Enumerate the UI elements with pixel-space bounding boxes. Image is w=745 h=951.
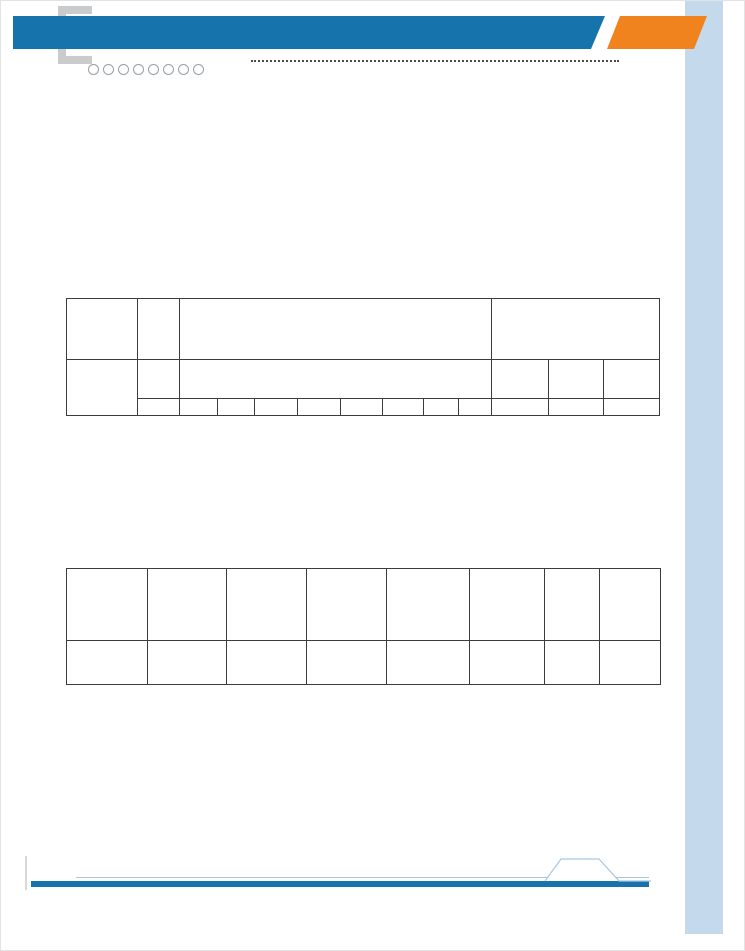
circle-decorations (88, 64, 204, 75)
circle-icon (193, 64, 204, 75)
header-pin-diameter (307, 569, 387, 641)
table-header-row (67, 299, 660, 360)
header-d7 (548, 360, 603, 399)
dimensions-table (66, 568, 661, 685)
unit-mm (548, 399, 603, 416)
sub-b1 (227, 641, 307, 685)
table-units-row (67, 399, 660, 416)
circle-icon (133, 64, 144, 75)
unit-mm (298, 399, 341, 416)
header-pin-length (387, 569, 470, 641)
circle-icon (118, 64, 129, 75)
unit-mm (383, 399, 423, 416)
header-pitch (180, 299, 491, 360)
header-std (67, 360, 138, 416)
dotted-rule (251, 52, 619, 62)
table-header-row (67, 569, 661, 641)
unit-mm (491, 399, 548, 416)
chain-diagrams (1, 1, 745, 951)
circle-icon (148, 64, 159, 75)
sub-l (387, 641, 470, 685)
table-subheader-row (67, 641, 661, 685)
header-tensile-strength (600, 569, 661, 641)
table-header-row (67, 360, 660, 399)
header-d5 (603, 360, 659, 399)
circle-icon (103, 64, 114, 75)
header-plate-thickness (545, 569, 600, 641)
header-chain-no (67, 569, 148, 641)
header-roller-dimension (491, 299, 659, 360)
header-type (138, 360, 180, 399)
right-stripe-decoration (685, 1, 723, 934)
unit-mm (180, 399, 218, 416)
header-chain-no (67, 299, 138, 360)
unit-mm (458, 399, 491, 416)
brand-logo (607, 16, 707, 49)
unit-mm (603, 399, 659, 416)
header-std (67, 641, 148, 685)
header-p (180, 360, 491, 399)
unit-mm (423, 399, 458, 416)
circle-icon (163, 64, 174, 75)
unit-mm (138, 399, 180, 416)
unit-mm (341, 399, 383, 416)
pitch-roller-table (66, 298, 660, 416)
unit-mm (218, 399, 255, 416)
header-bush-diameter (148, 569, 227, 641)
unit-mm (255, 399, 298, 416)
circle-icon (88, 64, 99, 75)
fold-mark-decoration (25, 856, 27, 890)
header-plate-depth (470, 569, 545, 641)
sub-h2 (470, 641, 545, 685)
title-banner (13, 16, 605, 49)
sub-fu (600, 641, 661, 685)
sub-t (545, 641, 600, 685)
header-d1 (491, 360, 548, 399)
header-inner-width (227, 569, 307, 641)
header-roller (138, 299, 180, 360)
sub-d4 (148, 641, 227, 685)
sub-d2 (307, 641, 387, 685)
circle-icon (178, 64, 189, 75)
page-number-tab (543, 856, 653, 882)
